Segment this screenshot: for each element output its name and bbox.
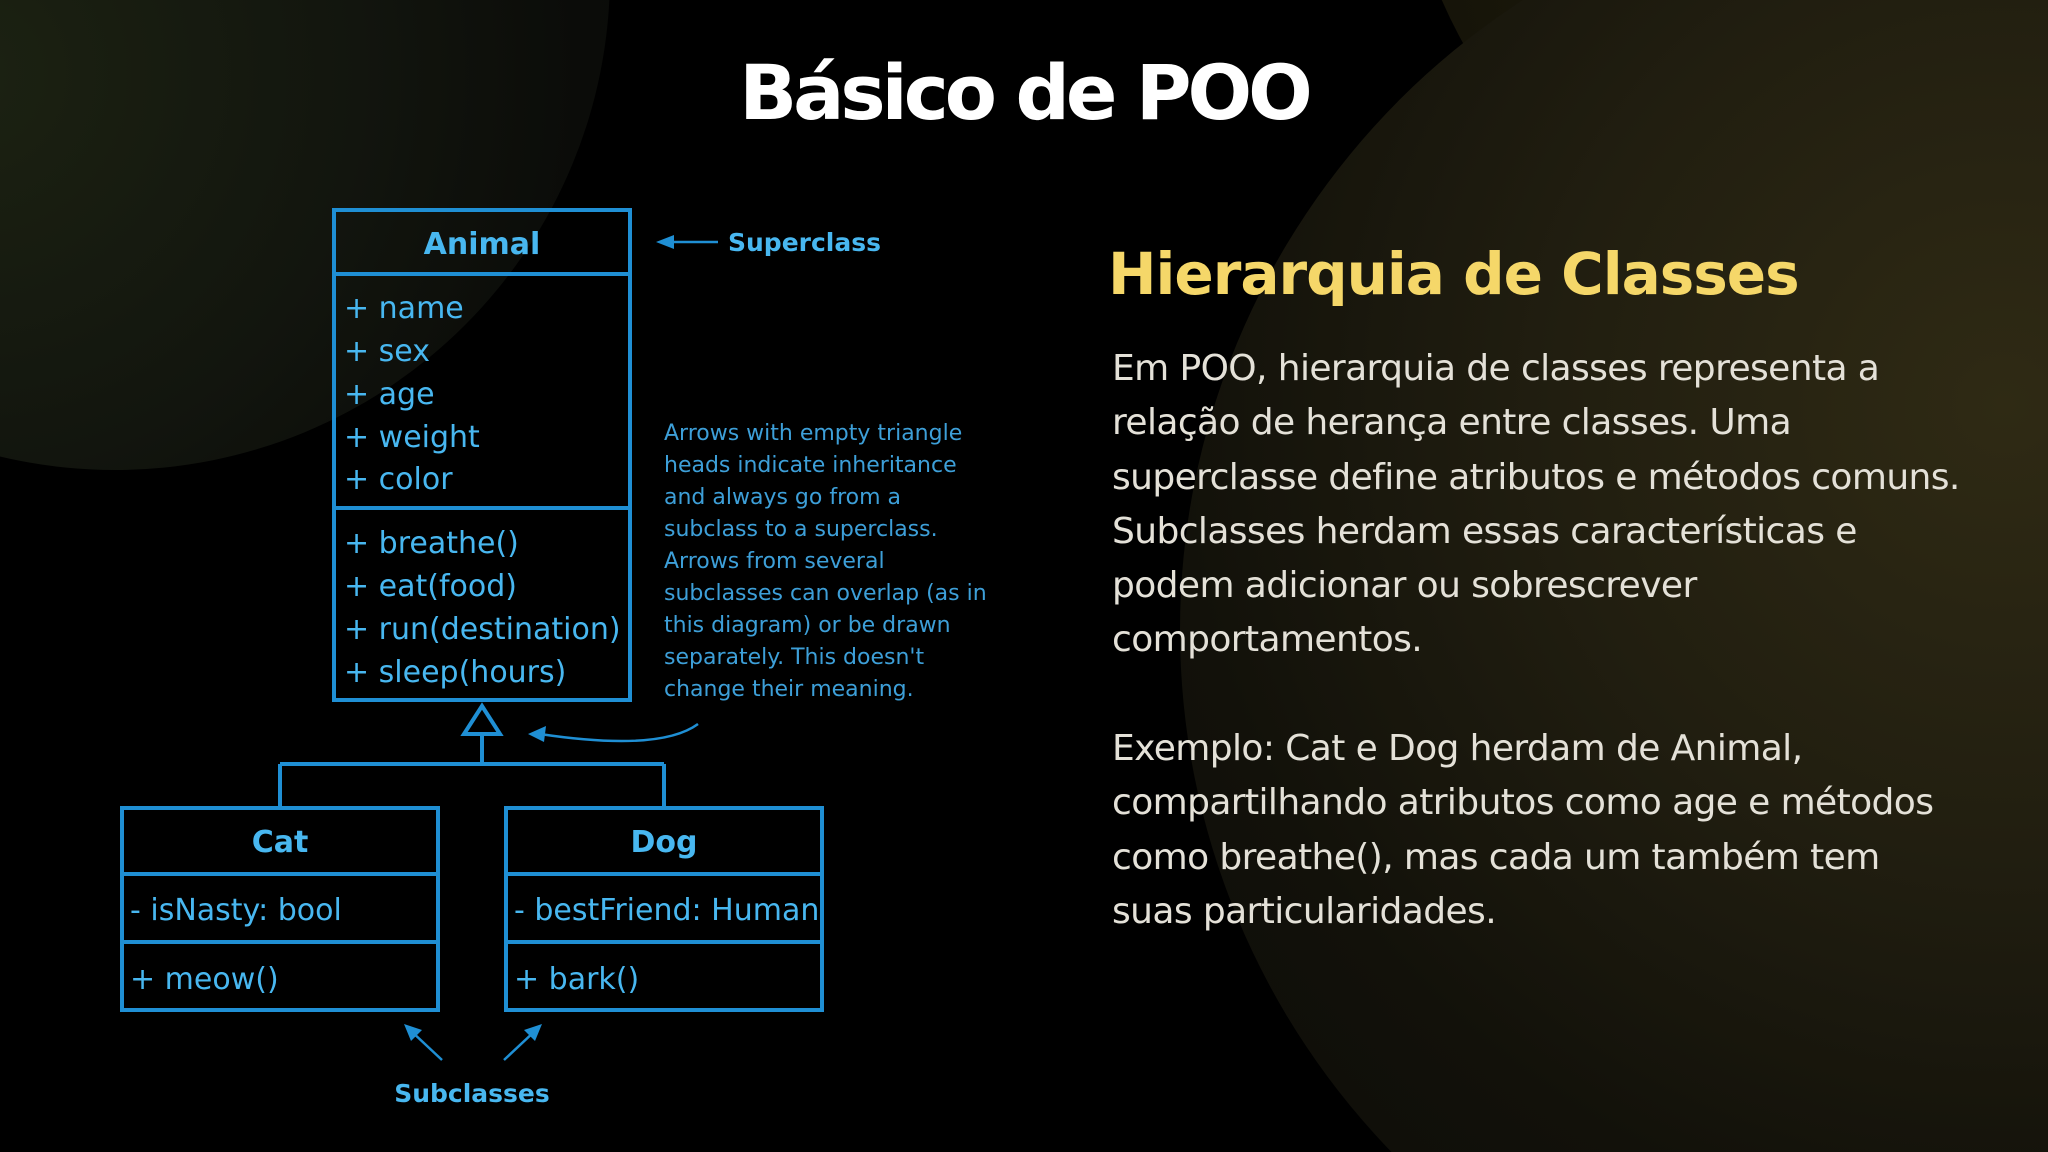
cat-class-box: [122, 808, 438, 1010]
note-line: heads indicate inheritance: [664, 453, 957, 478]
animal-class-box: [334, 210, 630, 700]
section-heading: Hierarquia de Classes: [1108, 240, 1799, 308]
animal-method: + eat(food): [344, 569, 517, 604]
note-line: change their meaning.: [664, 677, 914, 702]
note-line: and always go from a: [664, 485, 902, 510]
superclass-label: Superclass: [728, 228, 882, 257]
animal-class-name: Animal: [423, 227, 541, 262]
animal-attribute: + age: [344, 377, 435, 412]
animal-attribute: + weight: [344, 420, 480, 455]
animal-method: + run(destination): [344, 612, 621, 647]
page-title: Básico de POO: [739, 48, 1309, 137]
animal-attribute: + color: [344, 462, 453, 497]
animal-attribute: + name: [344, 291, 464, 326]
dog-class-name: Dog: [630, 825, 698, 860]
note-line: Arrows from several: [664, 549, 885, 574]
subclasses-label: Subclasses: [394, 1079, 550, 1108]
animal-method: + sleep(hours): [344, 655, 567, 690]
dog-method: + bark(): [514, 962, 640, 997]
animal-method: + breathe(): [344, 526, 519, 561]
note-line: separately. This doesn't: [664, 645, 925, 670]
note-line: Arrows with empty triangle: [664, 421, 963, 446]
superclass-arrowhead-icon: [656, 235, 674, 249]
animal-attribute: + sex: [344, 334, 430, 369]
explanation-paragraph: Em POO, hierarquia de classes representa a relação de herança entre classes. Uma superclasse define atributos e métodos comuns. Subclasses herdam essas características e podem adicionar ou sobrescrever comportamentos.: [1112, 348, 1960, 661]
dog-class-box: [506, 808, 822, 1010]
note-line: this diagram) or be drawn: [664, 613, 951, 638]
dog-attribute: - bestFriend: Human: [514, 893, 820, 928]
note-pointer-curve: [540, 724, 698, 741]
note-line: subclasses can overlap (as in: [664, 581, 987, 606]
example-paragraph: Exemplo: Cat e Dog herdam de Animal, compartilhando atributos como age e métodos como breathe(), mas cada um também tem suas particularidades.: [1112, 728, 1934, 932]
cat-method: + meow(): [130, 962, 279, 997]
inheritance-note: [664, 421, 987, 702]
note-line: subclass to a superclass.: [664, 517, 938, 542]
inheritance-triangle-head: [464, 706, 500, 734]
cat-class-name: Cat: [251, 825, 309, 860]
cat-attribute: - isNasty: bool: [130, 893, 342, 928]
note-arrowhead-icon: [528, 726, 546, 742]
